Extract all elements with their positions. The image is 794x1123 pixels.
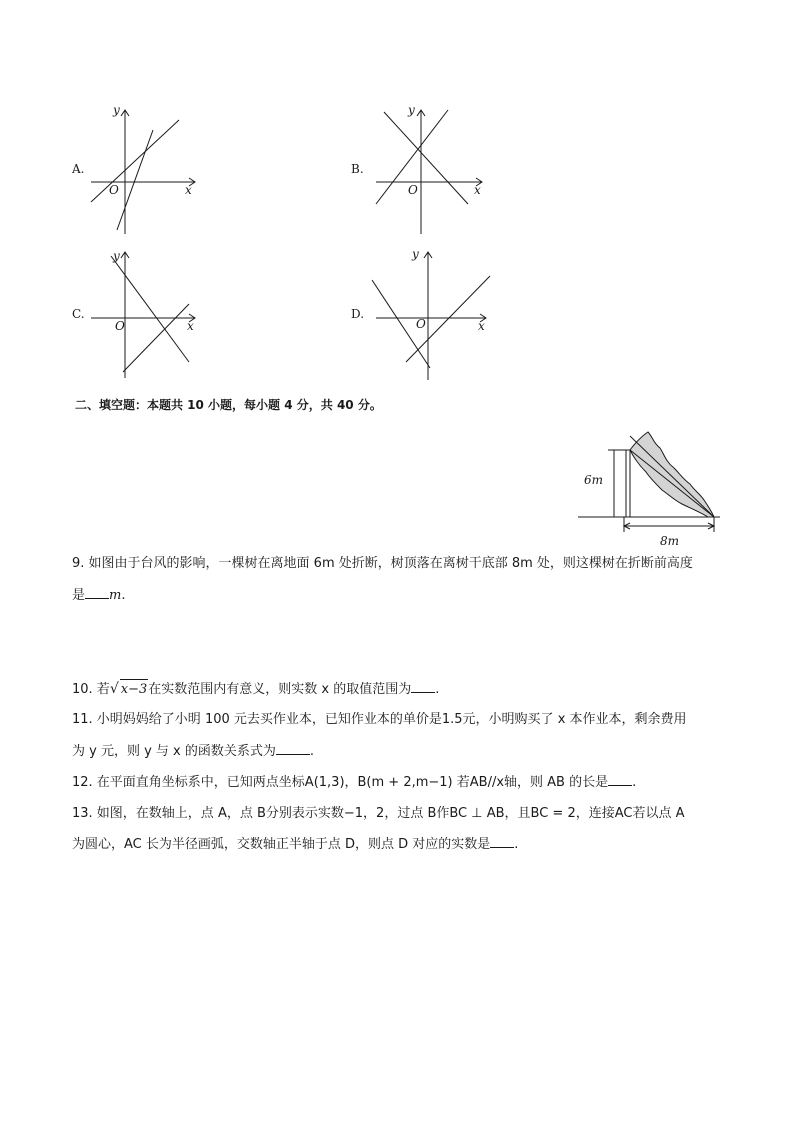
option-a-graph xyxy=(85,98,205,238)
option-d-label: D. xyxy=(351,307,365,321)
question-11-pre: 为 y 元，则 y 与 x 的函数关系式为 xyxy=(72,744,276,759)
option-d-origin: O xyxy=(416,317,426,331)
tree-height-label: 6m xyxy=(584,473,604,487)
question-10-radicand: x−3 xyxy=(120,679,149,700)
question-11-line1: 11. 小明妈妈给了小明 100 元去买作业本，已知作业本的单价是1.5元，小明购买了 x 本作业本，剩余费用 xyxy=(72,712,687,727)
option-b-label: B. xyxy=(351,162,364,176)
question-13-line1: 13. 如图，在数轴上，点 A，点 B分别表示实数−1，2，过点 B作BC ⊥ AB，且BC = 2，连接AC若以点 A xyxy=(72,806,685,821)
question-10: 10. 若√ x−3在实数范围内有意义，则实数 x 的取值范围为 . xyxy=(72,679,439,700)
option-c-graph xyxy=(85,244,205,384)
question-12 xyxy=(72,773,636,793)
question-13-pre: 为圆心，AC 长为半径画弧，交数轴正半轴于点 D，则点 D 对应的实数是 xyxy=(72,837,491,852)
option-c-origin: O xyxy=(115,319,125,333)
question-13-end: . xyxy=(514,837,519,852)
option-a-x-label: x xyxy=(185,183,192,197)
question-10-blank[interactable] xyxy=(411,680,435,693)
question-9-line1: 9. 如图由于台风的影响，一棵树在离地面 6m 处折断，树顶落在离树干底部 8m 处，则这棵树在折断前高度 xyxy=(72,556,693,571)
option-d-graph xyxy=(366,244,496,384)
option-b-graph xyxy=(372,98,492,238)
option-c-y-label: y xyxy=(113,249,120,263)
option-d-y-label: y xyxy=(412,247,419,261)
question-9-post: m. xyxy=(109,588,126,603)
option-a-label: A. xyxy=(72,162,85,176)
question-12-pre: 12. 在平面直角坐标系中，已知两点坐标A(1,3)，B(m + 2,m−1) 若AB//x轴，则 AB 的长是 xyxy=(72,775,609,790)
question-11-blank[interactable] xyxy=(276,742,310,755)
option-b-x-label: x xyxy=(474,183,481,197)
option-c-label: C. xyxy=(72,307,85,321)
question-12-blank[interactable] xyxy=(608,773,632,786)
question-9-blank[interactable] xyxy=(85,586,109,599)
question-12-end: . xyxy=(632,775,637,790)
question-13-line2 xyxy=(72,835,518,855)
question-13-blank[interactable] xyxy=(490,835,514,848)
broken-tree-figure xyxy=(576,428,726,550)
option-c-x-label: x xyxy=(187,319,194,333)
option-a-y-label: y xyxy=(113,103,120,117)
question-9-pre: 是 xyxy=(72,588,86,603)
tree-distance-label: 8m xyxy=(660,534,680,548)
question-11-end: . xyxy=(309,744,315,759)
question-10-post: 在实数范围内有意义，则实数 x 的取值范围为 xyxy=(148,682,412,697)
question-10-end: . xyxy=(435,682,440,697)
question-10-pre: 10. 若 xyxy=(72,682,110,697)
option-b-origin: O xyxy=(408,183,418,197)
question-9-line2 xyxy=(72,586,125,606)
section-title: 二、填空题：本题共 10 小题，每小题 4 分，共 40 分。 xyxy=(75,398,382,412)
question-11-line2 xyxy=(72,742,314,762)
option-b-y-label: y xyxy=(408,103,415,117)
option-a-origin: O xyxy=(109,183,119,197)
option-d-x-label: x xyxy=(478,319,485,333)
